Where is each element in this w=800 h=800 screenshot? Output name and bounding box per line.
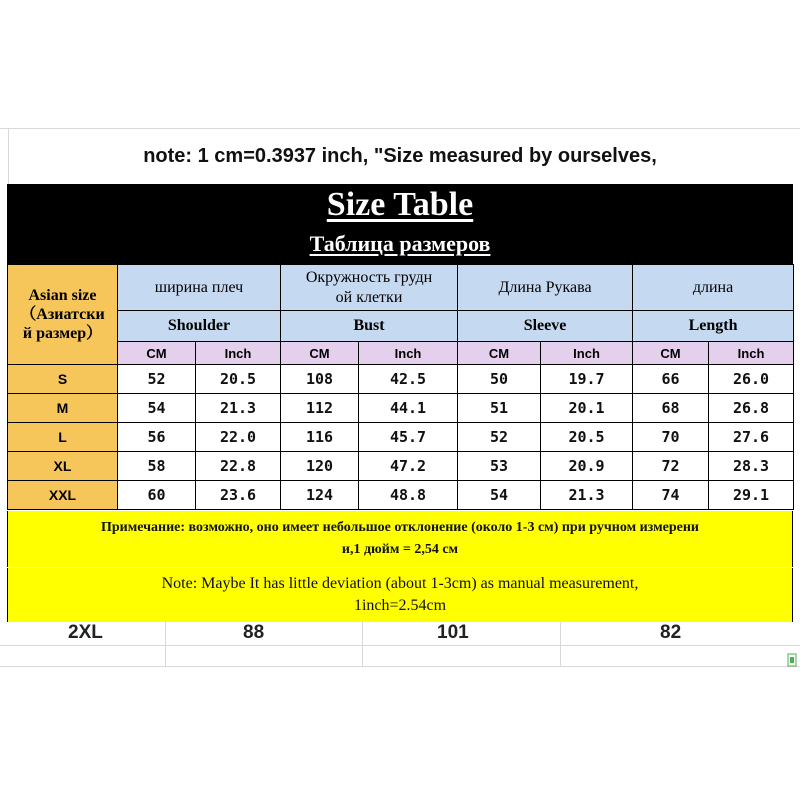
table-row	[8, 452, 794, 481]
value-cell: 52	[118, 365, 196, 394]
spreadsheet-fill-handle-icon	[787, 653, 797, 667]
value-cell: 21.3	[541, 481, 633, 510]
header-bust: Bust	[281, 311, 458, 342]
value-cell: 66	[633, 365, 709, 394]
value-cell: 21.3	[196, 394, 281, 423]
size-label: L	[8, 423, 118, 452]
value-cell: 45.7	[359, 423, 458, 452]
deviation-note-english-line1: Note: Maybe It has little deviation (about 1-3cm) as manual measurement,	[161, 575, 639, 592]
table-row	[8, 423, 794, 452]
value-cell: 116	[281, 423, 359, 452]
table-title: Size Table	[326, 186, 474, 223]
unit-inch: Inch	[709, 342, 794, 365]
background-value: 101	[437, 622, 469, 643]
header-bust-ru	[281, 265, 458, 311]
value-cell: 72	[633, 452, 709, 481]
value-cell: 22.8	[196, 452, 281, 481]
value-cell: 54	[458, 481, 541, 510]
value-cell: 20.5	[196, 365, 281, 394]
unit-cm: CM	[281, 342, 359, 365]
value-cell: 26.0	[709, 365, 794, 394]
unit-cm: CM	[458, 342, 541, 365]
value-cell: 58	[118, 452, 196, 481]
value-cell: 26.8	[709, 394, 794, 423]
value-cell: 22.0	[196, 423, 281, 452]
header-asian-size	[8, 265, 118, 365]
value-cell: 54	[118, 394, 196, 423]
value-cell: 28.3	[709, 452, 794, 481]
background-sheet-row	[0, 622, 800, 644]
value-cell: 52	[458, 423, 541, 452]
value-cell: 70	[633, 423, 709, 452]
table-title-russian: Таблица размеров	[309, 231, 491, 256]
value-cell: 20.5	[541, 423, 633, 452]
size-label: M	[8, 394, 118, 423]
header-bust-ru-line1: Окружность грудн	[305, 268, 433, 286]
value-cell: 51	[458, 394, 541, 423]
header-shoulder-ru: ширина плеч	[118, 265, 281, 311]
value-cell: 19.7	[541, 365, 633, 394]
deviation-note-english-line2: 1inch=2.54cm	[353, 597, 447, 614]
background-value: 82	[660, 622, 682, 643]
grid-line	[0, 645, 800, 646]
value-cell: 74	[633, 481, 709, 510]
unit-cm: CM	[633, 342, 709, 365]
value-cell: 68	[633, 394, 709, 423]
value-cell: 23.6	[196, 481, 281, 510]
deviation-note-english	[7, 568, 793, 622]
value-cell: 42.5	[359, 365, 458, 394]
header-length: Length	[633, 311, 794, 342]
value-cell: 20.9	[541, 452, 633, 481]
value-cell: 112	[281, 394, 359, 423]
title-banner	[7, 184, 793, 264]
value-cell: 120	[281, 452, 359, 481]
header-bust-ru-line2: ой клетки	[335, 288, 403, 306]
value-cell: 44.1	[359, 394, 458, 423]
value-cell: 56	[118, 423, 196, 452]
header-sleeve-ru: Длина Рукава	[458, 265, 633, 311]
value-cell: 60	[118, 481, 196, 510]
size-label: XXL	[8, 481, 118, 510]
header-sleeve: Sleeve	[458, 311, 633, 342]
deviation-note-russian	[7, 511, 793, 568]
size-label: XL	[8, 452, 118, 481]
background-size-label: 2XL	[68, 622, 103, 643]
unit-cm: CM	[118, 342, 196, 365]
value-cell: 124	[281, 481, 359, 510]
header-length-ru: длина	[633, 265, 794, 311]
header-asian-size-line2: （Азиатски	[20, 306, 105, 323]
background-value: 88	[243, 622, 265, 643]
unit-inch: Inch	[359, 342, 458, 365]
value-cell: 27.6	[709, 423, 794, 452]
header-shoulder: Shoulder	[118, 311, 281, 342]
table-row	[8, 365, 794, 394]
header-asian-size-line3: й размер）	[22, 325, 103, 342]
unit-inch: Inch	[196, 342, 281, 365]
value-cell: 20.1	[541, 394, 633, 423]
measurement-note: note: 1 cm=0.3937 inch, "Size measured by ourselves,	[143, 144, 657, 167]
size-table	[7, 264, 794, 510]
value-cell: 47.2	[359, 452, 458, 481]
table-row	[8, 481, 794, 510]
deviation-note-russian-line1: Примечание: возможно, оно имеет небольшое отклонение (около 1-3 см) при ручном измерени	[101, 520, 699, 535]
value-cell: 108	[281, 365, 359, 394]
deviation-note-russian-line2: и,1 дюйм = 2,54 см	[341, 542, 459, 557]
size-label: S	[8, 365, 118, 394]
table-row	[8, 394, 794, 423]
unit-inch: Inch	[541, 342, 633, 365]
value-cell: 50	[458, 365, 541, 394]
header-asian-size-line1: Asian size	[28, 287, 97, 304]
grid-line	[0, 666, 800, 667]
value-cell: 48.8	[359, 481, 458, 510]
value-cell: 29.1	[709, 481, 794, 510]
value-cell: 53	[458, 452, 541, 481]
